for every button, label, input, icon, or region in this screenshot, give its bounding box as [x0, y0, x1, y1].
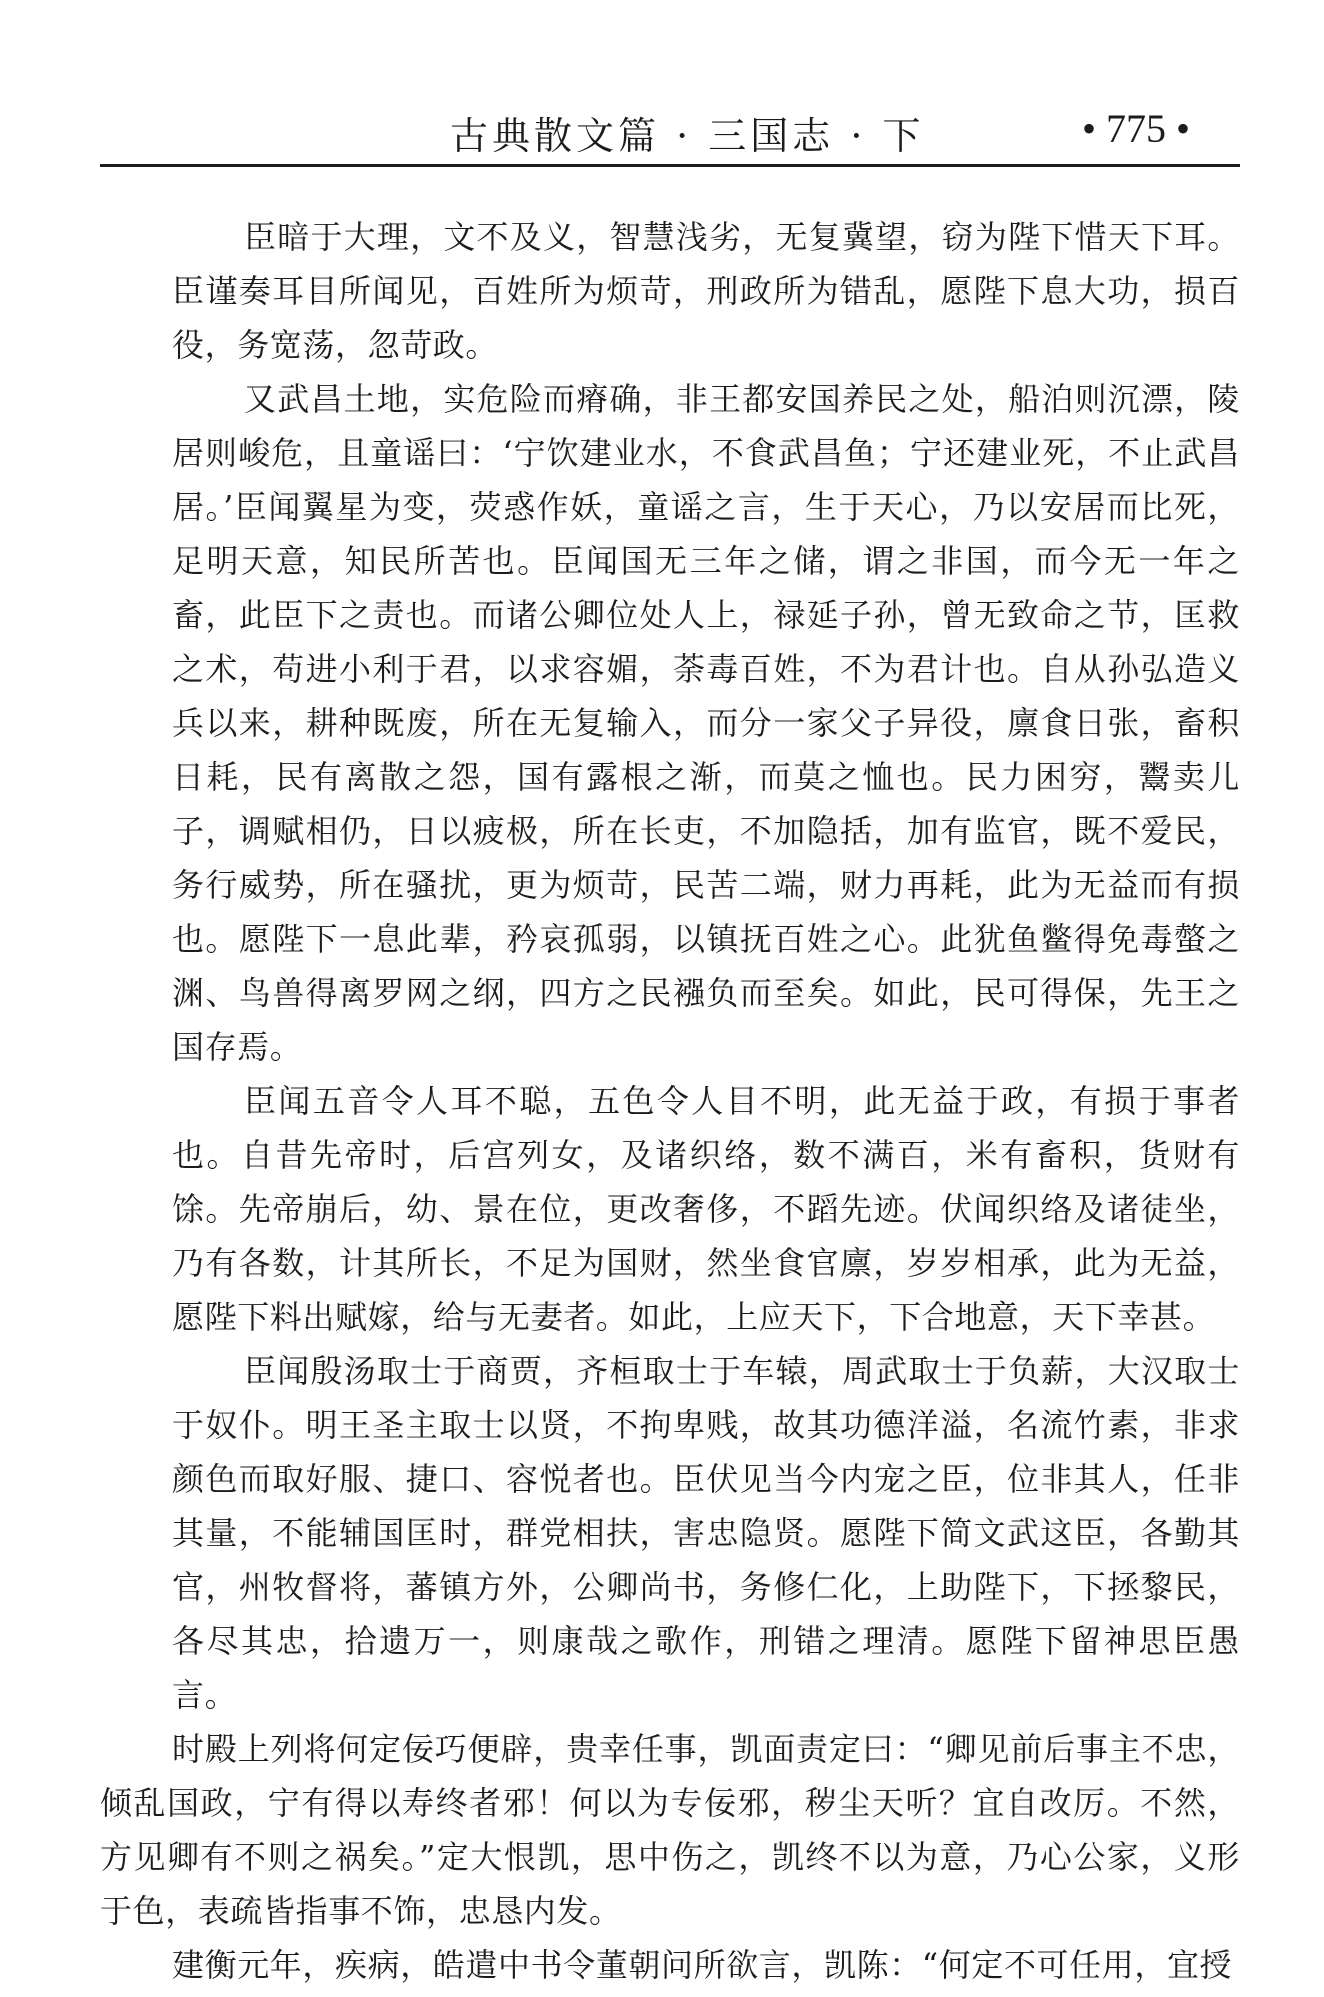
running-title: 古典散文篇 · 三国志 · 下	[450, 114, 925, 158]
paragraph-3: 臣闻五音令人耳不聪，五色令人目不明，此无益于政，有损于事者也。自昔先帝时，后宫列女，及诸织络，数不满百，米有畜积，货财有馀。先帝崩后，幼、景在位，更改奢侈，不蹈先迹。伏闻织络及诸徒坐，乃有各数，计其所长，不足为国财，然坐食官廪，岁岁相承，此为无益，愿陛下料出赋嫁，给与无妻者。如此，上应天下，下合地意，天下幸甚。	[172, 1082, 1240, 1336]
body-text	[100, 210, 1240, 1992]
paragraph-4: 臣闻殷汤取士于商贾，齐桓取士于车辕，周武取士于负薪，大汉取士于奴仆。明王圣主取士以贤，不拘卑贱，故其功德洋溢，名流竹素，非求颜色而取好服、捷口、容悦者也。臣伏见当今内宠之臣，位非其人，任非其量，不能辅国匡时，群党相扶，害忠隐贤。愿陛下简文武这臣，各勤其官，州牧督将，蕃镇方外，公卿尚书，务修仁化，上助陛下，下拯黎民，各尽其忠，拾遗万一，则康哉之歌作，刑错之理清。愿陛下留神思臣愚言。	[172, 1352, 1240, 1714]
paragraph-2: 又武昌土地，实危险而瘠确，非王都安国养民之处，船泊则沉漂，陵居则峻危，且童谣曰：‘宁饮建业水，不食武昌鱼；宁还建业死，不止武昌居。’臣闻翼星为变，荧惑作妖，童谣之言，生于天心，乃以安居而比死，足明天意，知民所苦也。臣闻国无三年之储，谓之非国，而今无一年之畜，此臣下之责也。而诸公卿位处人上，禄延子孙，曾无致命之节，匡救之术，苟进小利于君，以求容媚，荼毒百姓，不为君计也。自从孙弘造义兵以来，耕种既废，所在无复输入，而分一家父子异役，廪食日张，畜积日耗，民有离散之怨，国有露根之渐，而莫之恤也。民力困穷，鬻卖儿子，调赋相仍，日以疲极，所在长吏，不加隐括，加有监官，既不爱民，务行威势，所在骚扰，更为烦苛，民苦二端，财力再耗，此为无益而有损也。愿陛下一息此辈，矜哀孤弱，以镇抚百姓之心。此犹鱼鳖得免毒螫之渊、鸟兽得离罗网之纲，四方之民襁负而至矣。如此，民可得保，先王之国存焉。	[172, 380, 1240, 1066]
running-header	[100, 95, 1240, 167]
paragraph-1: 臣暗于大理，文不及义，智慧浅劣，无复冀望，窃为陛下惜天下耳。臣谨奏耳目所闻见，百姓所为烦苛，刑政所为错乱，愿陛下息大功，损百役，务宽荡，忽苛政。	[172, 218, 1240, 364]
header-rule	[100, 164, 1240, 167]
page-number: • 775 •	[1081, 106, 1190, 151]
paragraph-5: 时殿上列将何定佞巧便辟，贵幸任事，凯面责定曰：“卿见前后事主不忠，倾乱国政，宁有得以寿终者邪！何以为专佞邪，秽尘天听？宜自改厉。不然，方见卿有不则之祸矣。”定大恨凯，思中伤之，凯终不以为意，乃心公家，义形于色，表疏皆指事不饰，忠恳内发。	[100, 1730, 1240, 1930]
paragraph-6: 建衡元年，疾病，皓遣中书令董朝问所欲言，凯陈：“何定不可任用，宜授	[172, 1946, 1233, 1984]
